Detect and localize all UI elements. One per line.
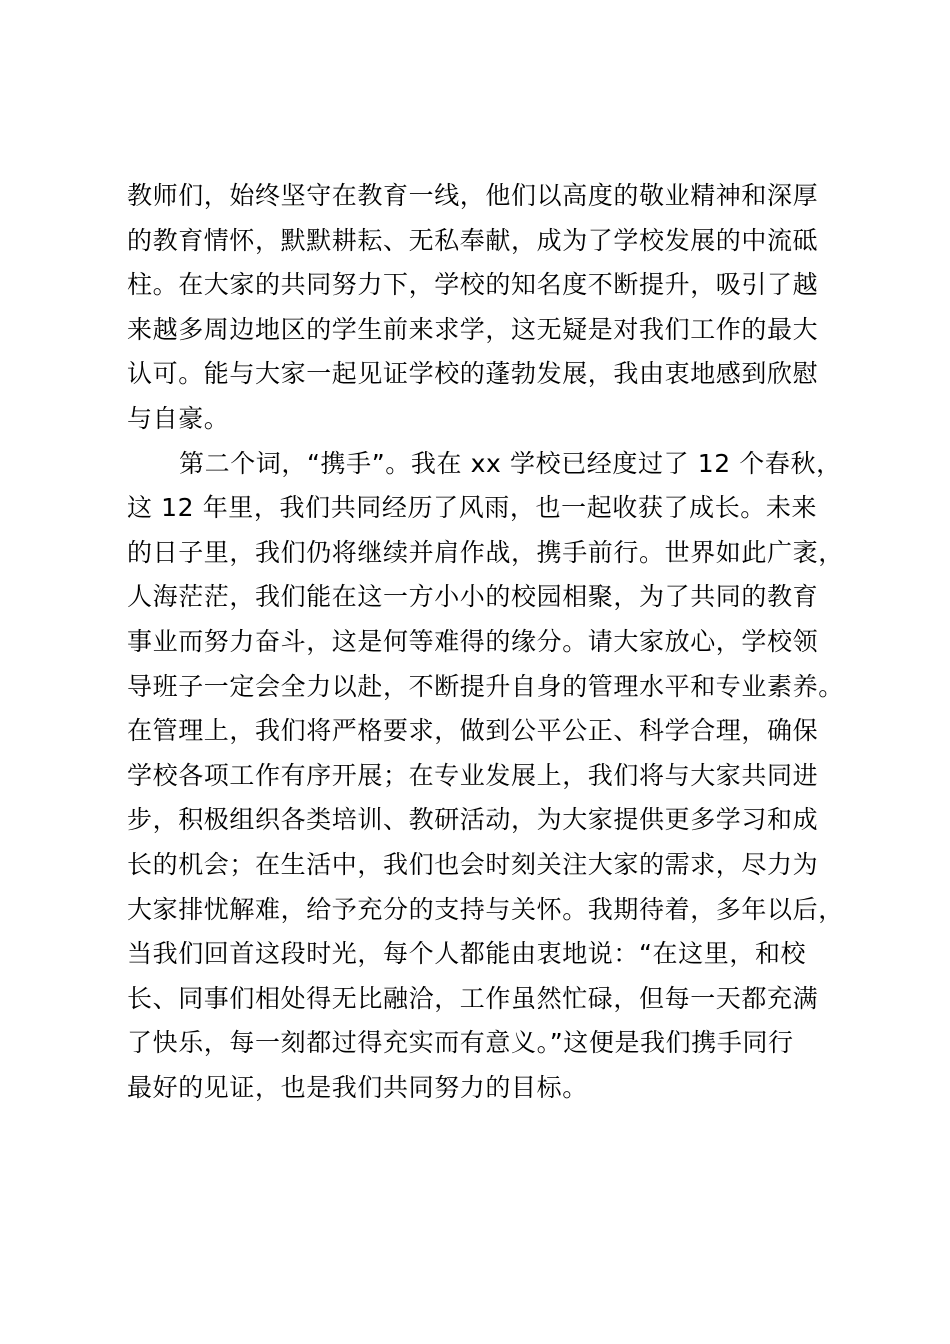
- text-line: 人海茫茫，我们能在这一方小小的校园相聚，为了共同的教育: [127, 582, 819, 612]
- text-line: 在管理上，我们将严格要求，做到公平公正、科学合理，确保: [127, 716, 819, 746]
- text-line: 教师们，始终坚守在教育一线，他们以高度的敬业精神和深厚: [127, 181, 819, 210]
- text-line: 当我们回首这段时光，每个人都能由衷地说：“在这里，和校: [127, 939, 807, 969]
- text-line: 最好的见证，也是我们共同努力的目标。: [127, 1072, 588, 1102]
- text-line: 柱。在大家的共同努力下，学校的知名度不断提升，吸引了越: [127, 270, 819, 300]
- body-text: [127, 174, 855, 1110]
- text-line: 学校各项工作有序开展；在专业发展上，我们将与大家共同进: [127, 760, 819, 790]
- paragraph-start-line: 第二个词，“携手”。我在 xx 学校已经度过了 12 个春秋，: [179, 448, 842, 478]
- text-line: 导班子一定会全力以赴，不断提升自身的管理水平和专业素养。: [127, 671, 844, 701]
- text-line: 大家排忧解难，给予充分的支持与关怀。我期待着，多年以后，: [127, 894, 844, 924]
- text-line: 长、同事们相处得无比融洽，工作虽然忙碌，但每一天都充满: [127, 983, 819, 1013]
- text-line: 这 12 年里，我们共同经历了风雨，也一起收获了成长。未来: [127, 493, 818, 523]
- text-line: 的日子里，我们仍将继续并肩作战，携手前行。世界如此广袤，: [127, 537, 844, 567]
- text-line: 来越多周边地区的学生前来求学，这无疑是对我们工作的最大: [127, 314, 819, 344]
- text-line: 与自豪。: [127, 403, 230, 433]
- text-line: 了快乐，每一刻都过得充实而有意义。”这便是我们携手同行: [127, 1028, 794, 1058]
- text-line: 步，积极组织各类培训、教研活动，为大家提供更多学习和成: [127, 805, 819, 835]
- text-line: 的教育情怀，默默耕耘、无私奉献，成为了学校发展的中流砥: [127, 225, 819, 255]
- text-line: 认可。能与大家一起见证学校的蓬勃发展，我由衷地感到欣慰: [127, 359, 819, 389]
- text-line: 长的机会；在生活中，我们也会时刻关注大家的需求，尽力为: [127, 849, 819, 879]
- text-line: 事业而努力奋斗，这是何等难得的缘分。请大家放心，学校领: [127, 626, 819, 656]
